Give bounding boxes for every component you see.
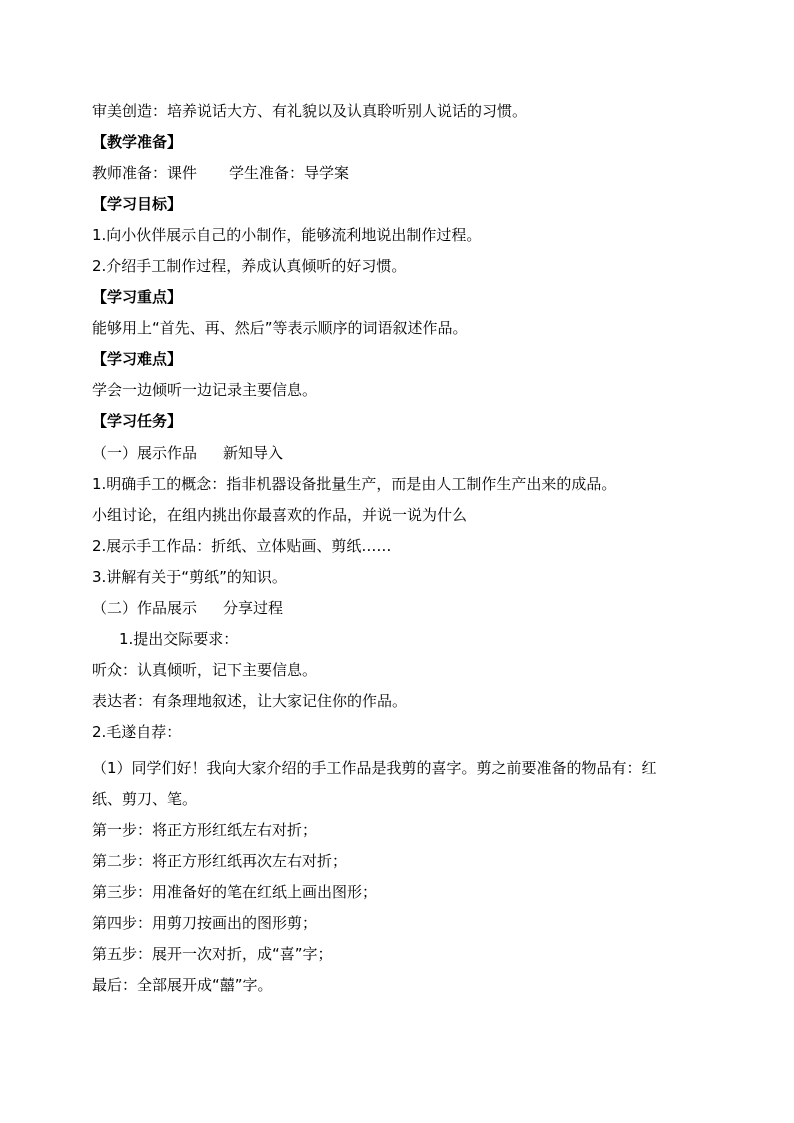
section-heading: 【教学准备】 <box>92 133 183 151</box>
sub-heading: 新知导入 <box>223 444 284 462</box>
text-line: 第三步：用准备好的笔在红纸上画出图形； <box>92 883 378 901</box>
text-line: 学生准备：导学案 <box>229 164 350 182</box>
section-heading: 【学习目标】 <box>92 195 183 213</box>
text-line: 纸、剪刀、笔。 <box>92 790 198 808</box>
text-line: 2.展示手工作品：折纸、立体贴画、剪纸…… <box>92 537 392 555</box>
text-line: 听众：认真倾听，记下主要信息。 <box>92 661 318 679</box>
text-line: 2.毛遂自荐： <box>92 723 182 741</box>
text-line: 能够用上“首先、再、然后”等表示顺序的词语叙述作品。 <box>92 319 468 337</box>
text-line: 第一步：将正方形红纸左右对折； <box>92 821 318 839</box>
text-line: 学会一边倾听一边记录主要信息。 <box>92 381 318 399</box>
text-line: 1.明确手工的概念：指非机器设备批量生产，而是由人工制作生产出来的成品。 <box>92 475 617 493</box>
text-line: 小组讨论，在组内挑出你最喜欢的作品，并说一说为什么 <box>92 506 468 524</box>
section-heading: 【学习重点】 <box>92 288 183 306</box>
text-line: 教师准备：课件 <box>92 164 198 182</box>
section-heading: 【学习难点】 <box>92 350 183 368</box>
text-line: 2.介绍手工制作过程，养成认真倾听的好习惯。 <box>92 257 407 275</box>
text-line: 1.提出交际要求： <box>119 630 239 648</box>
sub-heading: 分享过程 <box>223 599 284 617</box>
text-line: （1）同学们好！我向大家介绍的手工作品是我剪的喜字。剪之前要准备的物品有：红 <box>92 759 657 777</box>
text-line: 最后：全部展开成“囍”字。 <box>92 976 273 994</box>
sub-heading: （一）展示作品 <box>92 444 198 462</box>
text-line: 3.讲解有关于“剪纸”的知识。 <box>92 568 287 586</box>
text-line: 审美创造：培养说话大方、有礼貌以及认真聆听别人说话的习惯。 <box>92 102 528 120</box>
section-heading: 【学习任务】 <box>92 412 183 430</box>
text-line: 第二步：将正方形红纸再次左右对折； <box>92 852 348 870</box>
sub-heading: （二）作品展示 <box>92 599 198 617</box>
text-line: 第五步：展开一次对折，成“喜”字； <box>92 945 333 963</box>
text-line: 表达者：有条理地叙述，让大家记住你的作品。 <box>92 692 408 710</box>
text-line: 第四步：用剪刀按画出的图形剪； <box>92 914 318 932</box>
text-line: 1.向小伙伴展示自己的小制作，能够流利地说出制作过程。 <box>92 226 482 244</box>
